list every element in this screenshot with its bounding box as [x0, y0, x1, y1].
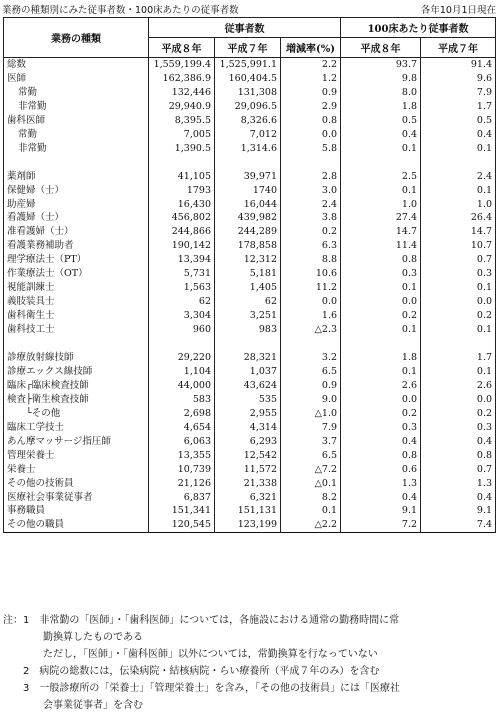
cell-v4: 0.1	[341, 142, 421, 156]
row-label: 常勤	[4, 128, 149, 142]
cell-v2: 151,131	[215, 504, 281, 518]
table-row	[4, 323, 496, 337]
cell-v1: 29,220	[149, 351, 215, 365]
table-row	[4, 393, 496, 407]
cell-v4: 0.4	[341, 491, 421, 505]
cell-v4: 9.8	[341, 72, 421, 86]
cell-v2: 1740	[215, 184, 281, 198]
cell-v1: 1793	[149, 184, 215, 198]
table-row	[4, 281, 496, 295]
cell-v1: 2,698	[149, 407, 215, 421]
page-title: 業務の種類別にみた従事者数・100床あたりの従事者数	[2, 5, 239, 16]
cell-v1: 13,355	[149, 449, 215, 463]
cell-v2: 3,251	[215, 309, 281, 323]
table-row	[4, 184, 496, 198]
row-label: その他の技術員	[4, 477, 149, 491]
cell-v2: 1,405	[215, 281, 281, 295]
spacer-cell	[341, 156, 421, 170]
cell-v3: 10.6	[281, 267, 341, 281]
cell-v3: 3.2	[281, 351, 341, 365]
cell-v1: 583	[149, 393, 215, 407]
cell-v5: 9.6	[421, 72, 496, 86]
table-row	[4, 239, 496, 253]
cell-v1: 6,837	[149, 491, 215, 505]
cell-v1: 16,430	[149, 198, 215, 212]
cell-v2: 6,293	[215, 435, 281, 449]
cell-v2: 983	[215, 323, 281, 337]
cell-v3: △0.1	[281, 477, 341, 491]
cell-v2: 28,321	[215, 351, 281, 365]
header-h8-per-bed: 平成８年	[341, 38, 421, 58]
cell-v5: 2.6	[421, 379, 496, 393]
cell-v1: 5,731	[149, 267, 215, 281]
cell-v1: 162,386.9	[149, 72, 215, 86]
cell-v4: 0.1	[341, 281, 421, 295]
cell-v3: 7.9	[281, 421, 341, 435]
cell-v4: 0.4	[341, 128, 421, 142]
cell-v3: 6.3	[281, 239, 341, 253]
table-row	[4, 114, 496, 128]
cell-v3: 1.2	[281, 72, 341, 86]
row-label: 臨床┌臨床検査技師	[4, 379, 149, 393]
staff-table	[3, 17, 496, 533]
header-rate: 増減率(%)	[281, 38, 341, 58]
cell-v4: 11.4	[341, 239, 421, 253]
table-row	[4, 295, 496, 309]
cell-v1: 10,739	[149, 463, 215, 477]
cell-v4: 0.0	[341, 393, 421, 407]
cell-v2: 43,624	[215, 379, 281, 393]
cell-v1: 1,563	[149, 281, 215, 295]
cell-v1: 1,559,199.4	[149, 58, 215, 72]
cell-v3: 8.2	[281, 491, 341, 505]
cell-v5: 0.1	[421, 184, 496, 198]
spacer-cell	[149, 156, 215, 170]
cell-v2: 5,181	[215, 267, 281, 281]
cell-v3: 3.8	[281, 211, 341, 225]
cell-v3: 3.7	[281, 435, 341, 449]
table-row	[4, 449, 496, 463]
cell-v1: 1,104	[149, 365, 215, 379]
cell-v5: 9.1	[421, 504, 496, 518]
cell-v5: 0.4	[421, 435, 496, 449]
cell-v5: 91.4	[421, 58, 496, 72]
row-label: 義肢装具士	[4, 295, 149, 309]
cell-v2: 39,971	[215, 170, 281, 184]
cell-v1: 132,446	[149, 86, 215, 100]
row-label: 非常勤	[4, 100, 149, 114]
header-staff-count: 従事者数	[149, 18, 341, 38]
cell-v2: 2,955	[215, 407, 281, 421]
cell-v2: 29,096.5	[215, 100, 281, 114]
table-row	[4, 365, 496, 379]
cell-v1: 190,142	[149, 239, 215, 253]
table-row	[4, 477, 496, 491]
row-label: 歯科技工士	[4, 323, 149, 337]
cell-v1: 21,126	[149, 477, 215, 491]
cell-v5: 0.1	[421, 142, 496, 156]
cell-v2: 8,326.6	[215, 114, 281, 128]
cell-v5: 1.7	[421, 351, 496, 365]
table-row	[4, 351, 496, 365]
spacer-cell	[341, 337, 421, 351]
row-label: 検査├衛生検査技師	[4, 393, 149, 407]
row-label: 総数	[4, 58, 149, 72]
cell-v2: 160,404.5	[215, 72, 281, 86]
cell-v3: 11.2	[281, 281, 341, 295]
row-label: 准看護婦（士）	[4, 225, 149, 239]
footnote-line: 3 一般診療所の「栄養士」「管理栄養士」を含み，「その他の技術員」には「医療社	[3, 683, 400, 694]
row-label: 常勤	[4, 86, 149, 100]
row-label: 診療エックス線技師	[4, 365, 149, 379]
cell-v3: 0.2	[281, 225, 341, 239]
header-per-100-beds: 100床あたり従事者数	[341, 18, 496, 38]
cell-v1: 13,394	[149, 253, 215, 267]
spacer-cell	[421, 337, 496, 351]
cell-v1: 41,105	[149, 170, 215, 184]
cell-v4: 8.0	[341, 86, 421, 100]
row-label: 助産婦	[4, 198, 149, 212]
table-row	[4, 211, 496, 225]
cell-v3: 2.2	[281, 58, 341, 72]
header-h7: 平成７年	[215, 38, 281, 58]
table-row	[4, 407, 496, 421]
cell-v4: 0.8	[341, 449, 421, 463]
footnote-line: 会事業従事者」を含む	[3, 700, 143, 711]
cell-v3: 8.8	[281, 253, 341, 267]
cell-v2: 1,525,991.1	[215, 58, 281, 72]
table-row	[4, 253, 496, 267]
cell-v3: 0.8	[281, 114, 341, 128]
cell-v3: △2.3	[281, 323, 341, 337]
cell-v3: △1.0	[281, 407, 341, 421]
row-label: 看護婦（士）	[4, 211, 149, 225]
cell-v1: 151,341	[149, 504, 215, 518]
cell-v3: 1.6	[281, 309, 341, 323]
cell-v4: 0.0	[341, 295, 421, 309]
cell-v4: 1.8	[341, 351, 421, 365]
cell-v1: 960	[149, 323, 215, 337]
row-label: 薬剤師	[4, 170, 149, 184]
cell-v1: 7,005	[149, 128, 215, 142]
table-row	[4, 100, 496, 114]
cell-v2: 12,312	[215, 253, 281, 267]
cell-v5: 0.0	[421, 295, 496, 309]
row-label: 栄養士	[4, 463, 149, 477]
cell-v1: 456,802	[149, 211, 215, 225]
row-label: 管理栄養士	[4, 449, 149, 463]
cell-v1: 8,395.5	[149, 114, 215, 128]
row-label: 理学療法士（PT）	[4, 253, 149, 267]
row-label: あん摩マッサージ指圧師	[4, 435, 149, 449]
cell-v4: 2.6	[341, 379, 421, 393]
cell-v4: 1.3	[341, 477, 421, 491]
cell-v5: 14.7	[421, 225, 496, 239]
row-label: 視能訓練士	[4, 281, 149, 295]
cell-v4: 0.2	[341, 309, 421, 323]
cell-v3: 0.9	[281, 86, 341, 100]
cell-v4: 0.6	[341, 463, 421, 477]
cell-v5: 10.7	[421, 239, 496, 253]
spacer-cell	[421, 156, 496, 170]
table-row	[4, 198, 496, 212]
cell-v5: 2.4	[421, 170, 496, 184]
header-h8: 平成８年	[149, 38, 215, 58]
cell-v3: △2.2	[281, 518, 341, 532]
cell-v2: 123,199	[215, 518, 281, 532]
cell-v4: 0.1	[341, 323, 421, 337]
table-row	[4, 518, 496, 532]
cell-v4: 0.3	[341, 267, 421, 281]
table-body	[4, 58, 496, 533]
cell-v4: 93.7	[341, 58, 421, 72]
cell-v1: 4,654	[149, 421, 215, 435]
table-row	[4, 72, 496, 86]
row-label: 保健婦（士）	[4, 184, 149, 198]
cell-v5: 0.5	[421, 114, 496, 128]
table-row	[4, 58, 496, 72]
cell-v3: 6.5	[281, 365, 341, 379]
row-label: 臨床工学技士	[4, 421, 149, 435]
table-row	[4, 170, 496, 184]
spacer-cell	[281, 156, 341, 170]
cell-v2: 62	[215, 295, 281, 309]
cell-v3: 6.5	[281, 449, 341, 463]
table-row	[4, 142, 496, 156]
table-row	[4, 504, 496, 518]
cell-v5: 0.3	[421, 421, 496, 435]
spacer-cell	[281, 337, 341, 351]
table-row	[4, 491, 496, 505]
cell-v3: 0.0	[281, 128, 341, 142]
cell-v5: 7.9	[421, 86, 496, 100]
cell-v4: 0.1	[341, 365, 421, 379]
cell-v5: 7.4	[421, 518, 496, 532]
cell-v2: 6,321	[215, 491, 281, 505]
cell-v3: 0.1	[281, 504, 341, 518]
cell-v1: 29,940.9	[149, 100, 215, 114]
cell-v2: 21,338	[215, 477, 281, 491]
cell-v5: 0.3	[421, 267, 496, 281]
cell-v3: 0.9	[281, 379, 341, 393]
cell-v1: 3,304	[149, 309, 215, 323]
row-label: 作業療法士（OT）	[4, 267, 149, 281]
cell-v5: 0.7	[421, 463, 496, 477]
cell-v4: 1.8	[341, 100, 421, 114]
row-label: 医療社会事業従事者	[4, 491, 149, 505]
cell-v1: 120,545	[149, 518, 215, 532]
spacer-cell	[4, 337, 149, 351]
cell-v3: 3.0	[281, 184, 341, 198]
table-row	[4, 156, 496, 170]
table-row	[4, 267, 496, 281]
spacer-cell	[215, 337, 281, 351]
cell-v4: 1.0	[341, 198, 421, 212]
spacer-cell	[215, 156, 281, 170]
cell-v1: 44,000	[149, 379, 215, 393]
cell-v4: 0.5	[341, 114, 421, 128]
row-label: その他の職員	[4, 518, 149, 532]
cell-v2: 131,308	[215, 86, 281, 100]
cell-v3: 5.8	[281, 142, 341, 156]
table-row	[4, 86, 496, 100]
table-row	[4, 421, 496, 435]
cell-v3: 2.4	[281, 198, 341, 212]
cell-v3: 0.0	[281, 295, 341, 309]
table-row	[4, 128, 496, 142]
cell-v2: 1,314.6	[215, 142, 281, 156]
cell-v3: △7.2	[281, 463, 341, 477]
cell-v1: 244,866	[149, 225, 215, 239]
cell-v2: 11,572	[215, 463, 281, 477]
cell-v5: 0.8	[421, 449, 496, 463]
row-label: 歯科衛生士	[4, 309, 149, 323]
cell-v2: 178,858	[215, 239, 281, 253]
cell-v4: 0.1	[341, 184, 421, 198]
cell-v5: 0.1	[421, 281, 496, 295]
cell-v4: 0.8	[341, 253, 421, 267]
cell-v2: 244,289	[215, 225, 281, 239]
cell-v2: 7,012	[215, 128, 281, 142]
row-label: 医師	[4, 72, 149, 86]
cell-v5: 0.2	[421, 309, 496, 323]
cell-v2: 12,542	[215, 449, 281, 463]
cell-v1: 6,063	[149, 435, 215, 449]
cell-v3: 2.8	[281, 170, 341, 184]
table-row	[4, 379, 496, 393]
cell-v5: 1.0	[421, 198, 496, 212]
footnotes	[3, 612, 498, 714]
cell-v4: 0.2	[341, 407, 421, 421]
spacer-cell	[149, 337, 215, 351]
cell-v2: 439,982	[215, 211, 281, 225]
cell-v4: 9.1	[341, 504, 421, 518]
footnote-line: 勤換算したものである	[3, 632, 143, 643]
table-row	[4, 463, 496, 477]
table-row	[4, 225, 496, 239]
cell-v5: 1.7	[421, 100, 496, 114]
table-row	[4, 309, 496, 323]
cell-v5: 0.1	[421, 365, 496, 379]
spacer-cell	[4, 156, 149, 170]
cell-v2: 535	[215, 393, 281, 407]
header-category: 業務の種類	[4, 18, 149, 58]
cell-v5: 0.1	[421, 323, 496, 337]
cell-v3: 2.9	[281, 100, 341, 114]
cell-v1: 1,390.5	[149, 142, 215, 156]
cell-v3: 9.0	[281, 393, 341, 407]
table-row	[4, 435, 496, 449]
cell-v5: 0.7	[421, 253, 496, 267]
footnote-line: 2 病院の総数には，伝染病院・結核病院・らい療養所（平成７年のみ）を含む	[3, 666, 380, 677]
cell-v4: 27.4	[341, 211, 421, 225]
cell-v5: 0.4	[421, 491, 496, 505]
row-label: 診療放射線技師	[4, 351, 149, 365]
cell-v5: 1.3	[421, 477, 496, 491]
header-h7-per-bed: 平成７年	[421, 38, 496, 58]
cell-v4: 0.3	[341, 421, 421, 435]
row-label: 看護業務補助者	[4, 239, 149, 253]
cell-v2: 16,044	[215, 198, 281, 212]
cell-v4: 2.5	[341, 170, 421, 184]
row-label: 事務職員	[4, 504, 149, 518]
footnote-line: 注：1 非常勤の「医師」・「歯科医師」については，各施設における通常の勤務時間に常	[3, 615, 400, 626]
row-label: 歯科医師	[4, 114, 149, 128]
row-label: 非常勤	[4, 142, 149, 156]
cell-v2: 1,037	[215, 365, 281, 379]
cell-v5: 26.4	[421, 211, 496, 225]
table-row	[4, 337, 496, 351]
footnote-line: ただし，「医師」・「歯科医師」以外については，常勤換算を行なっていない	[3, 649, 378, 660]
cell-v4: 0.4	[341, 435, 421, 449]
cell-v5: 0.2	[421, 407, 496, 421]
cell-v1: 62	[149, 295, 215, 309]
cell-v5: 0.0	[421, 393, 496, 407]
cell-v4: 14.7	[341, 225, 421, 239]
cell-v4: 7.2	[341, 518, 421, 532]
cell-v5: 0.4	[421, 128, 496, 142]
row-label: └その他	[4, 407, 149, 421]
cell-v2: 4,314	[215, 421, 281, 435]
date-note: 各年10月1日現在	[420, 5, 496, 16]
